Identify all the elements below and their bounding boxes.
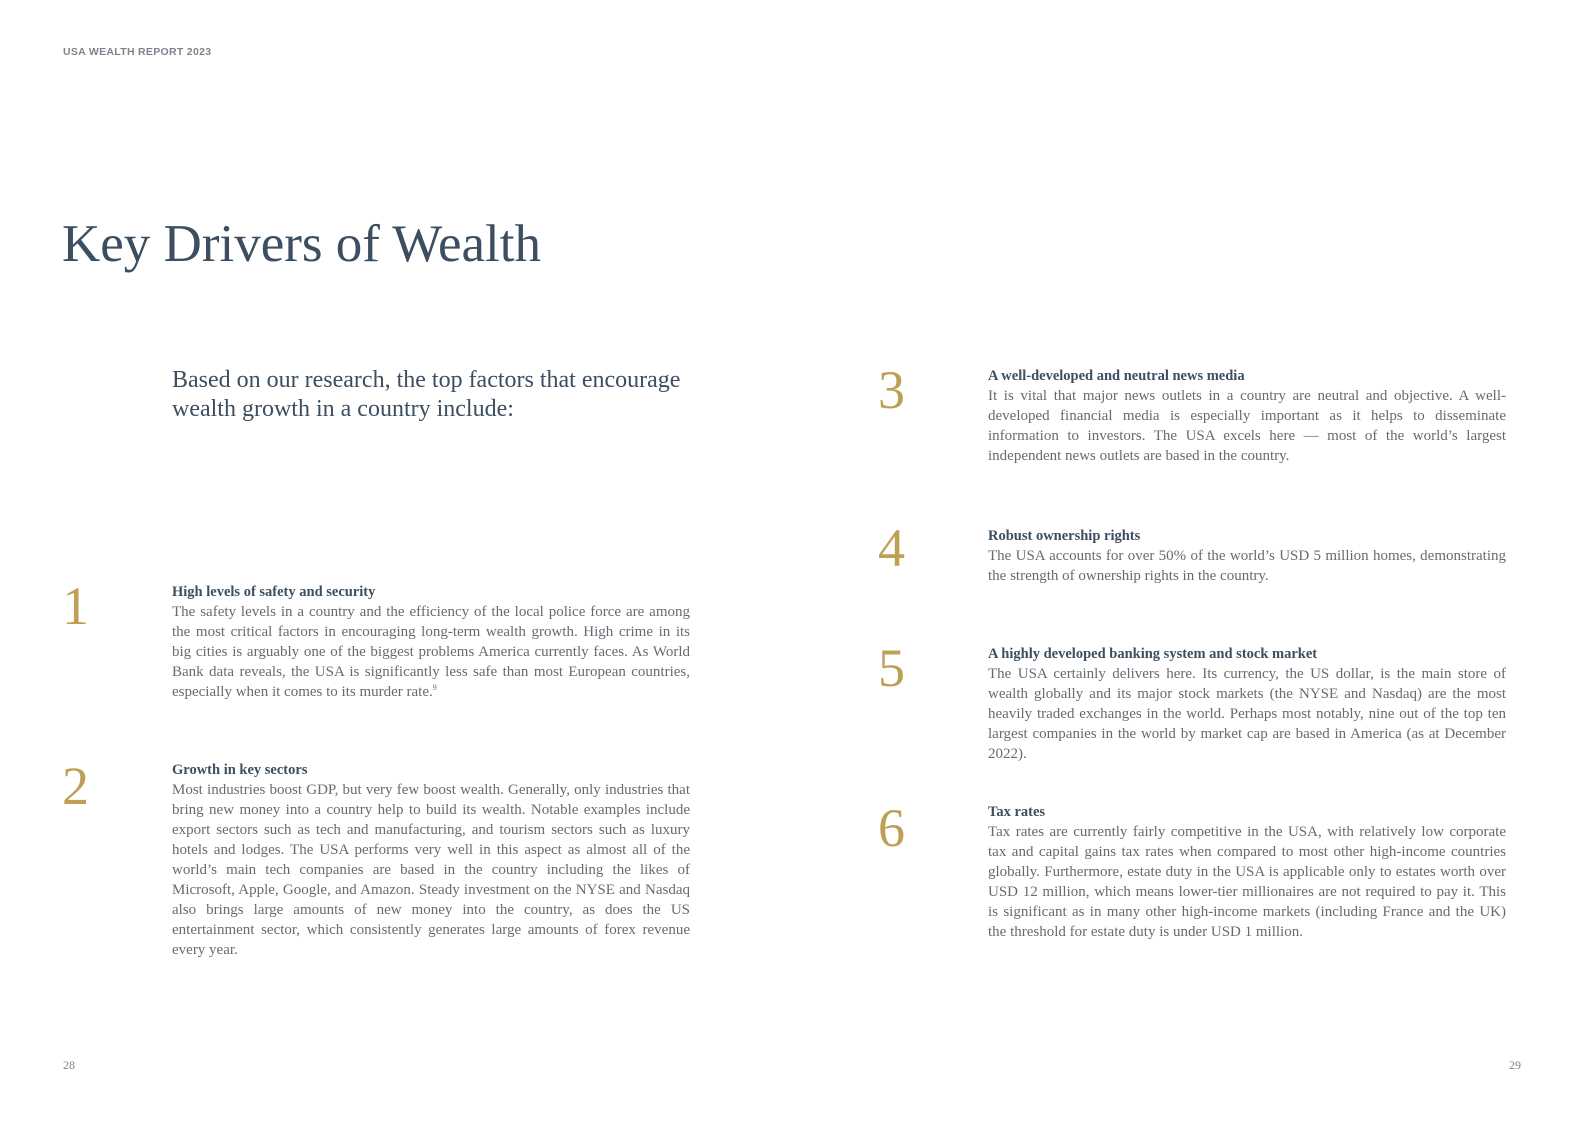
factor-item-2 [172, 760, 690, 960]
factor-number-4: 4 [878, 518, 905, 578]
factor-heading: Tax rates [988, 804, 1046, 820]
factor-text: The USA accounts for over 50% of the world’s USD 5 million homes, demonstrating the strength of ownership rights in the country. [988, 548, 1506, 584]
report-header: USA WEALTH REPORT 2023 [63, 46, 212, 58]
factor-number-1: 1 [62, 576, 89, 636]
page-number-right: 29 [1509, 1058, 1521, 1072]
page-number-left: 28 [63, 1058, 75, 1072]
factor-item-5 [988, 644, 1506, 764]
factor-text [172, 602, 690, 702]
factor-text-body: The safety levels in a country and the efficiency of the local police force are among the most critical factors in encouraging long-term wealth growth. High crime in its big cities is arguably one of the biggest problems America currently faces. As World Bank data reveals, the USA is significantly less safe than most European countries, especially when it comes to its murder rate. [172, 604, 690, 700]
factor-number-6: 6 [878, 798, 905, 858]
factor-text: It is vital that major news outlets in a country are neutral and objective. A well-developed financial media is especially important as it helps to disseminate information to investors. The USA excels here — most of the world’s largest independent news outlets are based in the country. [988, 388, 1506, 464]
factor-number-5: 5 [878, 638, 905, 698]
factor-text: Tax rates are currently fairly competitive in the USA, with relatively low corporate tax and capital gains tax rates when compared to most other high-income countries globally. Furthermore, estate duty in the USA is applicable only to estates worth over USD 12 million, which means lower-tier millionaires are not required to pay it. This is significant as in many other high-income markets (including France and the UK) the threshold for estate duty is under USD 1 million. [988, 824, 1506, 940]
factor-item-4 [988, 526, 1506, 586]
factor-heading: A highly developed banking system and stock market [988, 646, 1318, 662]
factor-item-3 [988, 366, 1506, 466]
intro-paragraph: Based on our research, the top factors that encourage wealth growth in a country include: [172, 367, 681, 422]
factor-heading: Growth in key sectors [172, 762, 308, 778]
factor-text: The USA certainly delivers here. Its currency, the US dollar, is the main store of wealth globally and its major stock markets (the NYSE and Nasdaq) are the most heavily traded exchanges in the world. Perhaps most notably, nine out of the top ten largest companies in the world by market cap are based in America (as at December 2022). [988, 666, 1506, 762]
footnote-marker: 9 [432, 683, 437, 692]
page-title: Key Drivers of Wealth [62, 215, 541, 273]
factor-text: Most industries boost GDP, but very few boost wealth. Generally, only industries that bring new money into a country help to build its wealth. Notable examples include export sectors such as tech and manufacturing, and tourism sectors such as luxury hotels and lodges. The USA performs very well in this aspect as almost all of the world’s main tech companies are based in the country including the likes of Microsoft, Apple, Google, and Amazon. Steady investment on the NYSE and Nasdaq also brings large amounts of new money into the country, as does the US entertainment sector, which consistently generates large amounts of forex revenue every year. [172, 782, 690, 958]
factor-item-1 [172, 582, 690, 702]
factor-heading: Robust ownership rights [988, 528, 1141, 544]
factor-heading: High levels of safety and security [172, 584, 376, 600]
factor-number-3: 3 [878, 360, 905, 420]
factor-heading: A well-developed and neutral news media [988, 368, 1245, 384]
factor-number-2: 2 [62, 756, 89, 816]
factor-item-6 [988, 802, 1506, 942]
